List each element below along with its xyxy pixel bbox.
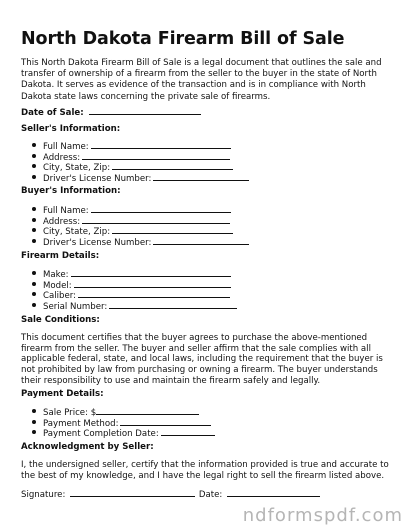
sale-conditions-text: This document certifies that the buyer agrees to purchase the above-mentioned firearm from the seller. The buyer and seller affirm that the sale complies with all applicable federal, state, and local laws, including the requirement that the buyer is not prohibited by law from purchasing or owning a firearm. The buyer understands their responsibility to use and maintain the firearm safely and legally.	[21, 333, 383, 386]
intro-paragraph: This North Dakota Firearm Bill of Sale is a legal document that outlines the sale and transfer of ownership of a firearm from the seller to the buyer in the state of North Dakota. It serves as evidence of the transaction and is in compliance with North Dakota state laws concerning the private sale of firearms.	[21, 58, 382, 102]
firearm-model-field[interactable]	[74, 279, 231, 288]
payment-method-row: Payment Method:	[43, 417, 211, 430]
firearm-caliber-field[interactable]	[78, 289, 230, 298]
buyer-license-row: Driver's License Number:	[43, 236, 249, 249]
firearm-make-row: Make:	[43, 268, 231, 281]
buyer-heading: Buyer's Information:	[21, 186, 121, 196]
signature-row	[21, 488, 320, 501]
site-watermark: ndformspdf.com	[242, 505, 403, 526]
firearm-serial-field[interactable]	[109, 300, 237, 309]
firearm-make-field[interactable]	[71, 268, 231, 277]
sale-conditions-heading: Sale Conditions:	[21, 315, 100, 325]
seller-address-field[interactable]	[82, 151, 230, 160]
firearm-serial-row: Serial Number:	[43, 300, 237, 313]
acknowledgment-heading: Acknowledgment by Seller:	[21, 442, 154, 452]
signature-field[interactable]	[70, 488, 195, 497]
firearm-heading: Firearm Details:	[21, 251, 100, 261]
date-of-sale-label: Date of Sale:	[21, 108, 84, 118]
sale-price-row: Sale Price: $	[43, 406, 199, 419]
buyer-city-field[interactable]	[112, 225, 233, 234]
seller-full-name-row: Full Name:	[43, 140, 231, 153]
sale-price-field[interactable]	[96, 406, 199, 415]
payment-heading: Payment Details:	[21, 389, 104, 399]
buyer-full-name-row: Full Name:	[43, 204, 231, 217]
payment-date-field[interactable]	[161, 427, 215, 436]
payment-method-field[interactable]	[120, 417, 211, 426]
buyer-city-row: City, State, Zip:	[43, 225, 233, 238]
acknowledgment-text: I, the undersigned seller, certify that the information provided is true and accurate to the best of my knowledge, and I have the legal right to sell the firearm listed above.	[21, 460, 389, 481]
seller-license-row: Driver's License Number:	[43, 172, 249, 185]
seller-city-row: City, State, Zip:	[43, 161, 233, 174]
signature-label: Signature:	[21, 490, 66, 500]
seller-address-row: Address:	[43, 151, 230, 164]
date-of-sale-row	[21, 106, 201, 119]
payment-date-row: Payment Completion Date:	[43, 427, 215, 440]
buyer-address-field[interactable]	[82, 215, 230, 224]
seller-license-field[interactable]	[153, 172, 249, 181]
firearm-caliber-row: Caliber:	[43, 289, 230, 302]
signature-date-label: Date:	[198, 490, 223, 500]
firearm-model-row: Model:	[43, 279, 231, 292]
document-title: North Dakota Firearm Bill of Sale	[21, 29, 345, 49]
date-of-sale-field[interactable]	[89, 106, 201, 115]
buyer-full-name-field[interactable]	[91, 204, 231, 213]
buyer-license-field[interactable]	[153, 236, 249, 245]
seller-full-name-field[interactable]	[91, 140, 231, 149]
buyer-address-row: Address:	[43, 215, 230, 228]
seller-heading: Seller's Information:	[21, 124, 121, 134]
seller-city-field[interactable]	[112, 161, 233, 170]
signature-date-field[interactable]	[227, 488, 320, 497]
